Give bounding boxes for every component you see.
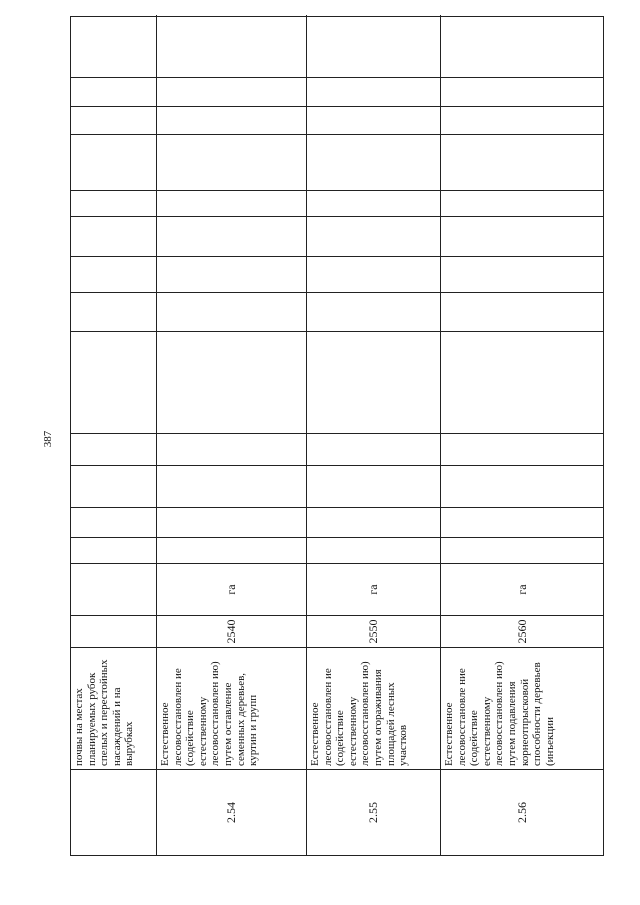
name-cell: Естественное лесовосстановле ние (содействие естественному лесовосстановлен ию) путем подавления корнеотпрысковой способности деревьев (инъекции — [441, 647, 603, 769]
empty-cell — [307, 216, 440, 256]
table-row — [307, 15, 441, 855]
empty-cell — [307, 537, 440, 563]
empty-cell — [441, 465, 603, 507]
empty-cell — [307, 331, 440, 433]
empty-cell — [441, 433, 603, 465]
empty-cell — [157, 77, 306, 106]
empty-cell — [307, 15, 440, 77]
code-cell: 2550 — [307, 615, 440, 647]
empty-cell — [71, 256, 156, 292]
data-table — [70, 16, 604, 856]
empty-cell — [71, 106, 156, 134]
table-row — [157, 15, 307, 855]
empty-cell — [441, 537, 603, 563]
empty-cell — [441, 77, 603, 106]
empty-cell — [71, 331, 156, 433]
empty-cell — [441, 331, 603, 433]
empty-cell — [307, 465, 440, 507]
empty-cell — [441, 134, 603, 190]
empty-cell — [441, 256, 603, 292]
empty-cell — [307, 77, 440, 106]
num-cell: 2.56 — [441, 769, 603, 855]
empty-cell — [157, 106, 306, 134]
name-cell: Естественное лесовосстановлен ие (содействие естественному лесовосстановлен ию) путем оставление семенных деревьев, куртин и групп — [157, 647, 306, 769]
empty-cell — [71, 190, 156, 216]
rotated-table-wrapper — [70, 16, 604, 856]
empty-cell — [441, 106, 603, 134]
empty-cell — [441, 292, 603, 331]
empty-cell — [157, 537, 306, 563]
page-number: 387 — [42, 430, 54, 448]
empty-cell — [71, 292, 156, 331]
empty-cell — [71, 15, 156, 77]
num-cell: 2.54 — [157, 769, 306, 855]
empty-cell — [71, 77, 156, 106]
code-cell — [71, 615, 156, 647]
num-cell — [71, 769, 156, 855]
empty-cell — [157, 134, 306, 190]
empty-cell — [71, 216, 156, 256]
empty-cell — [441, 15, 603, 77]
empty-cell — [157, 331, 306, 433]
num-cell: 2.55 — [307, 769, 440, 855]
unit-cell — [71, 563, 156, 615]
empty-cell — [71, 134, 156, 190]
name-cell: почвы на местах планируемых рубок спелых и перестойных насаждений и на вырубках — [71, 647, 156, 769]
empty-cell — [157, 190, 306, 216]
empty-cell — [441, 216, 603, 256]
empty-cell — [71, 433, 156, 465]
empty-cell — [307, 256, 440, 292]
empty-cell — [157, 465, 306, 507]
empty-cell — [307, 106, 440, 134]
empty-cell — [157, 216, 306, 256]
empty-cell — [71, 537, 156, 563]
unit-cell: га — [157, 563, 306, 615]
empty-cell — [307, 433, 440, 465]
empty-cell — [157, 433, 306, 465]
empty-cell — [441, 507, 603, 537]
empty-cell — [71, 507, 156, 537]
empty-cell — [157, 507, 306, 537]
empty-cell — [71, 465, 156, 507]
table-row — [71, 15, 157, 855]
name-cell: Естественное лесовосстановлен ие (содействие естественному лесовосстановлен ию) путем огораживания площадей лесных участков — [307, 647, 440, 769]
empty-cell — [441, 190, 603, 216]
empty-cell — [307, 292, 440, 331]
empty-cell — [307, 134, 440, 190]
table-row — [441, 15, 603, 855]
empty-cell — [307, 190, 440, 216]
empty-cell — [307, 507, 440, 537]
empty-cell — [157, 15, 306, 77]
code-cell: 2560 — [441, 615, 603, 647]
code-cell: 2540 — [157, 615, 306, 647]
empty-cell — [157, 292, 306, 331]
unit-cell: га — [307, 563, 440, 615]
empty-cell — [157, 256, 306, 292]
unit-cell: га — [441, 563, 603, 615]
